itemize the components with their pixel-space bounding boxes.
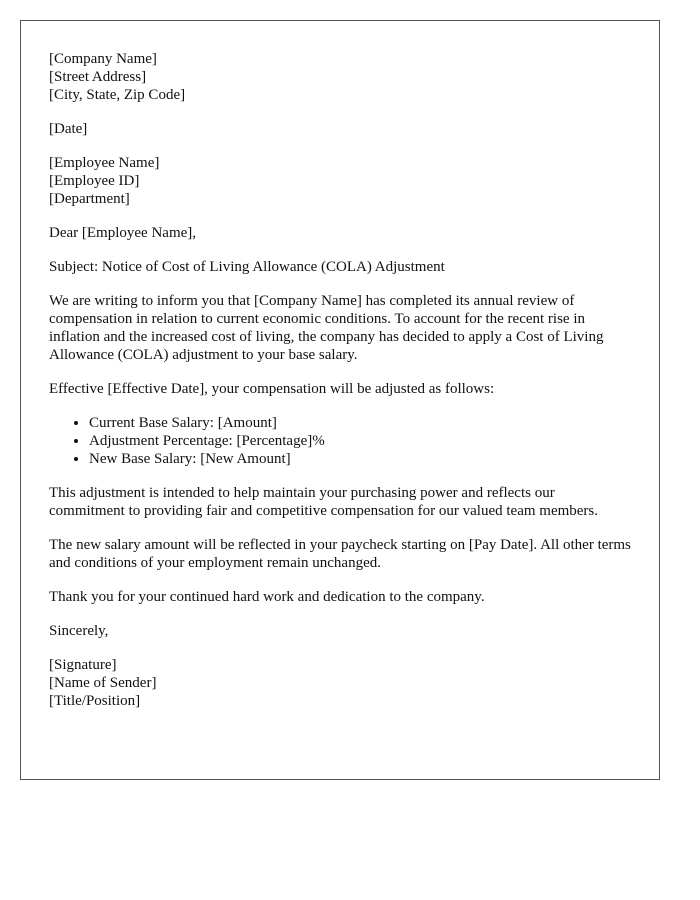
paycheck-paragraph: The new salary amount will be reflected in your paycheck starting on [Pay Date]. All other terms and conditions of your employment remain unchanged. (49, 537, 631, 571)
purpose-paragraph: This adjustment is intended to help maintain your purchasing power and reflects our commitment to providing fair and competitive compensation for our valued team members. (49, 485, 599, 519)
letter-document (20, 20, 660, 780)
letter-date: [Date] (49, 121, 88, 137)
sender-city-state-zip: [City, State, Zip Code] (49, 87, 186, 103)
closing: Sincerely, (49, 623, 109, 639)
sender-street-address: [Street Address] (49, 69, 147, 85)
recipient-employee-name: [Employee Name] (49, 155, 160, 171)
sender-name: [Name of Sender] (49, 675, 157, 691)
list-item-adjustment-percentage: • Adjustment Percentage: [Percentage]% (89, 432, 631, 450)
salutation: Dear [Employee Name], (49, 225, 197, 241)
sender-address-block (49, 50, 631, 104)
adjustment-list (49, 414, 631, 468)
signature-placeholder: [Signature] (49, 657, 117, 673)
effective-paragraph: Effective [Effective Date], your compensation will be adjusted as follows: (49, 381, 495, 397)
recipient-block (49, 154, 631, 208)
list-item-new-salary: • New Base Salary: [New Amount] (89, 450, 631, 468)
sender-title: [Title/Position] (49, 693, 141, 709)
signature-block (49, 656, 631, 710)
list-item-current-salary: • Current Base Salary: [Amount] (89, 414, 631, 432)
sender-company-name: [Company Name] (49, 51, 157, 67)
thanks-paragraph: Thank you for your continued hard work and dedication to the company. (49, 589, 485, 605)
recipient-employee-id: [Employee ID] (49, 173, 140, 189)
subject-line: Subject: Notice of Cost of Living Allowance (COLA) Adjustment (49, 259, 445, 275)
intro-paragraph: We are writing to inform you that [Company Name] has completed its annual review of compensation in relation to current economic conditions. To account for the recent rise in inflation and the increased cost of living, the company has decided to apply a Cost of Living Allowance (COLA) adjustment to your base salary. (49, 293, 604, 363)
recipient-department: [Department] (49, 191, 130, 207)
date-block (49, 120, 631, 138)
